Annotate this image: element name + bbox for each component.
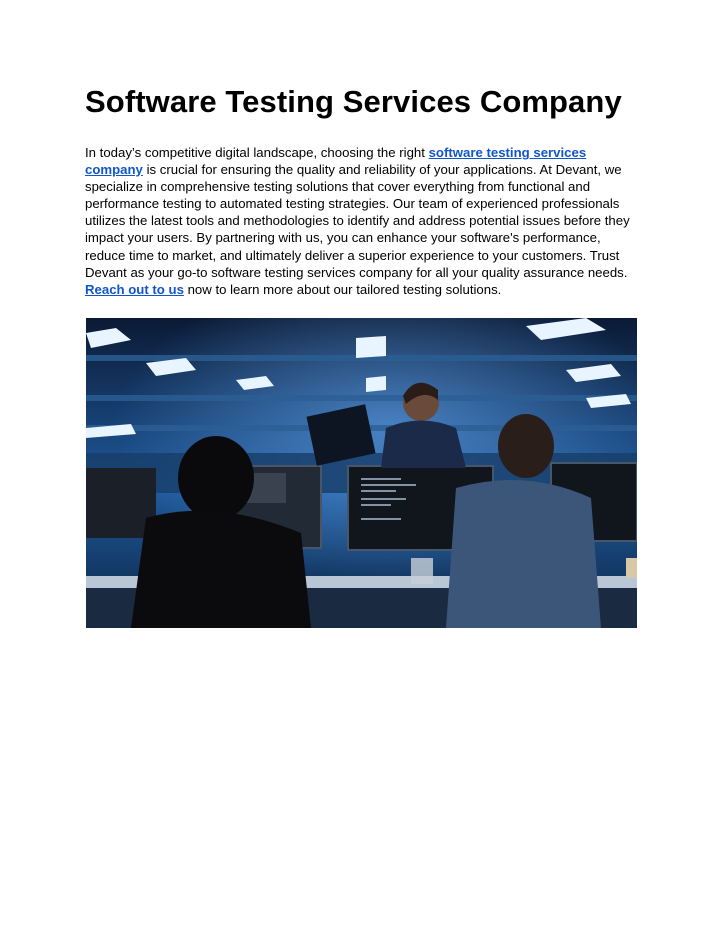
paragraph-text-1: In today’s competitive digital landscape, choosing the right — [85, 145, 429, 160]
intro-paragraph — [85, 144, 637, 298]
software-testing-services-link[interactable]: software testing services company — [85, 145, 587, 178]
reach-out-link[interactable]: Reach out to us — [85, 281, 184, 297]
page-title: Software Testing Services Company — [85, 84, 622, 119]
office-photo — [86, 318, 637, 628]
paragraph-text-2: is crucial for ensuring the quality and reliability of your applications. At Devant, we specialize in comprehensive testing solutions that cover everything from functional and performance testing to automated testing strategies. Our team of experienced professionals utilizes the latest tools and methodologies to identify and address potential issues before they impact your users. By partnering with us, you can enhance your software's performance, reduce time to market, and ultimately deliver a superior experience to your customers. Trust Devant as your go-to software testing services company for all your quality assurance needs. — [85, 162, 630, 280]
paragraph-text-3: now to learn more about our tailored testing solutions. — [183, 281, 502, 297]
